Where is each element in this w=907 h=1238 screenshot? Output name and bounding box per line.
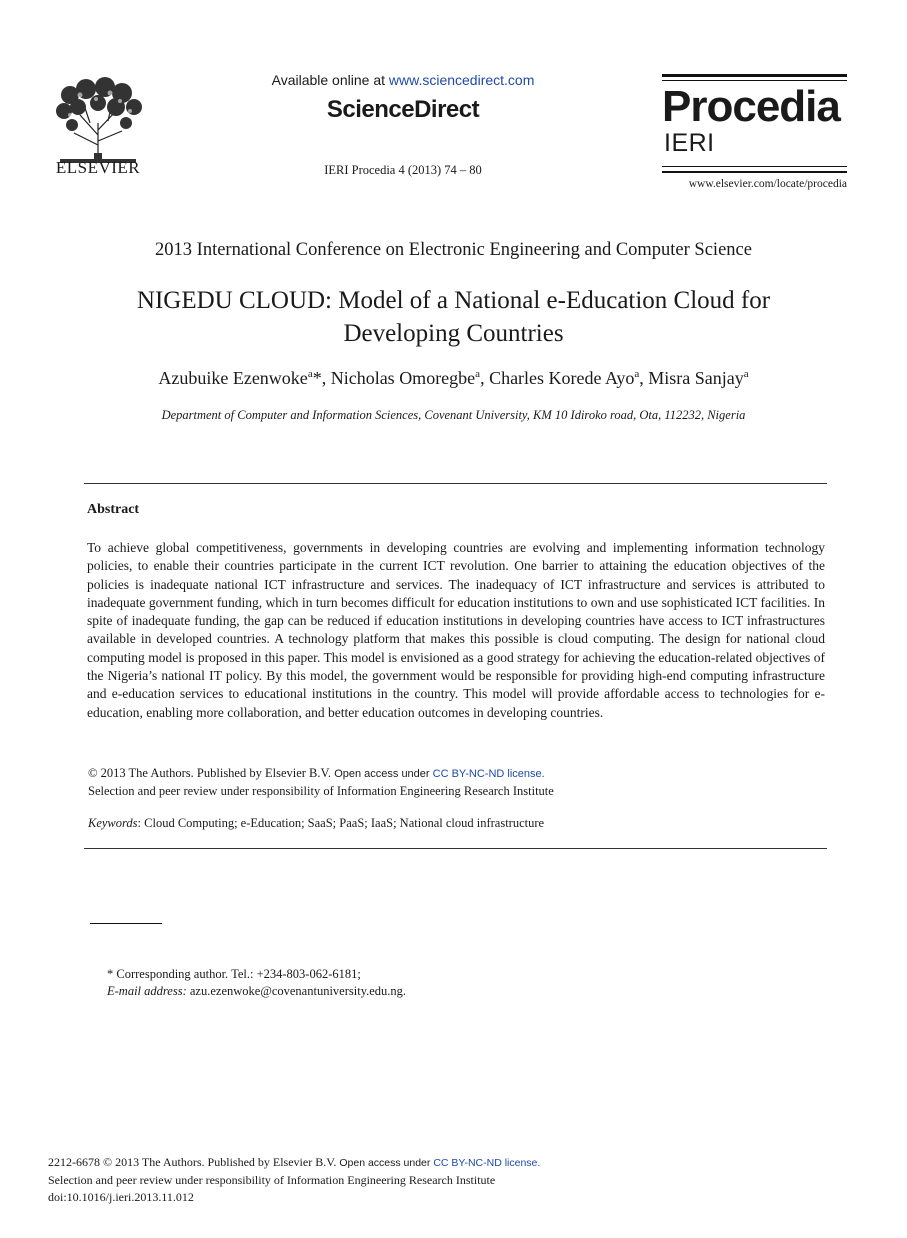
author-name: Misra Sanjay bbox=[648, 368, 744, 388]
keywords-list: : Cloud Computing; e-Education; SaaS; PaaS; IaaS; National cloud infrastructure bbox=[137, 816, 545, 830]
author-affiliation-mark: a bbox=[743, 368, 749, 380]
sciencedirect-logo: ScienceDirect bbox=[326, 96, 480, 123]
elsevier-wordmark: ELSEVIER bbox=[55, 158, 141, 177]
open-access-text: Open access under bbox=[334, 768, 433, 780]
paper-title-line-1: NIGEDU CLOUD: Model of a National e-Education Cloud for bbox=[136, 287, 771, 314]
copyright-block bbox=[88, 765, 828, 800]
procedia-rule-top bbox=[662, 74, 847, 77]
procedia-wordmark: Procedia bbox=[662, 82, 840, 131]
author-separator: , bbox=[321, 368, 331, 388]
author-name: Charles Korede Ayo bbox=[489, 368, 635, 388]
sciencedirect-link[interactable]: www.sciencedirect.com bbox=[388, 72, 535, 88]
copyright-text: © 2013 The Authors. Published by Elsevier B.V. bbox=[88, 766, 335, 780]
available-online-line bbox=[200, 72, 606, 88]
author-affiliation-mark: a bbox=[475, 368, 481, 380]
available-online-text: Available online at bbox=[271, 72, 389, 88]
procedia-rule-bottom bbox=[662, 171, 847, 173]
author-separator: , bbox=[480, 368, 490, 388]
abstract-heading: Abstract bbox=[87, 502, 140, 517]
author-list bbox=[40, 368, 867, 389]
journal-reference: IERI Procedia 4 (2013) 74 – 80 bbox=[324, 163, 482, 177]
license-link[interactable]: CC BY-NC-ND license. bbox=[432, 768, 545, 780]
footer-license-link[interactable]: CC BY-NC-ND license. bbox=[433, 1157, 541, 1169]
footnote-rule bbox=[90, 923, 162, 924]
procedia-url[interactable]: www.elsevier.com/locate/procedia bbox=[688, 178, 847, 190]
affiliation: Department of Computer and Information Sciences, Covenant University, KM 10 Idiroko road, Ota, 112232, Nigeria bbox=[161, 408, 746, 422]
email-label: E-mail address: bbox=[107, 984, 187, 998]
abstract-rule-top bbox=[84, 483, 827, 484]
keywords-label: Keywords bbox=[88, 816, 138, 830]
author-affiliation-mark: a bbox=[634, 368, 640, 380]
corresponding-author: * Corresponding author. Tel.: +234-803-062-6181; bbox=[107, 967, 361, 981]
author-separator: , bbox=[639, 368, 649, 388]
paper-title-line-2: Developing Countries bbox=[343, 320, 564, 347]
issn-copyright: 2212-6678 © 2013 The Authors. Published by Elsevier B.V. bbox=[48, 1155, 340, 1169]
abstract-rule-bottom bbox=[84, 848, 827, 849]
paper-title bbox=[60, 284, 847, 350]
email-address[interactable]: azu.ezenwoke@covenantuniversity.edu.ng. bbox=[186, 984, 407, 998]
procedia-rule-top-thin bbox=[662, 80, 847, 81]
doi[interactable]: doi:10.1016/j.ieri.2013.11.012 bbox=[48, 1190, 194, 1204]
author-affiliation-mark: a bbox=[307, 368, 313, 380]
page-footer bbox=[48, 1154, 848, 1206]
keywords-line bbox=[88, 816, 828, 831]
abstract-text: To achieve global competitiveness, governments in developing countries are evolving and implementing information technology policies, to enable their countries participate in the current ICT revolution. One barrier to attaining the education objectives of the policies is inadequate national ICT infrastructure and services. The inadequacy of ICT infrastructure and services is attributed to inadequate government funding, which in turn becomes difficult for education institutions to own and use sophisticated ICT facilities. In spite of inadequate funding, the gap can be reduced if education institutions in developing countries have access to ICT infrastructures available in developed countries. A technology platform that makes this possible is cloud computing. The design for national cloud computing model is proposed in this paper. This model is envisioned as a good strategy for achieving the education-related objectives of the Nigeria’s national IT policy. By this model, the government would be responsible for providing high-end computing infrastructure and e-education services to educational institutions in the country. This model will provide affordable access to technologies for e-education, enabling more collaboration, and better education outcomes in developing countries. bbox=[87, 540, 825, 720]
ieri-wordmark: IERI bbox=[664, 129, 715, 157]
peer-review-text: Selection and peer review under responsibility of Information Engineering Research Institute bbox=[88, 784, 554, 798]
footer-peer-review: Selection and peer review under responsibility of Information Engineering Research Institute bbox=[48, 1173, 496, 1187]
conference-name: 2013 International Conference on Electronic Engineering and Computer Science bbox=[155, 240, 752, 260]
footer-open-access: Open access under bbox=[339, 1157, 434, 1169]
author-name: Nicholas Omoregbe bbox=[330, 368, 476, 388]
author-name: Azubuike Ezenwoke bbox=[158, 368, 308, 388]
footnote bbox=[107, 966, 406, 1000]
procedia-rule-bottom-thin bbox=[662, 166, 847, 167]
corresponding-mark: * bbox=[312, 368, 322, 388]
